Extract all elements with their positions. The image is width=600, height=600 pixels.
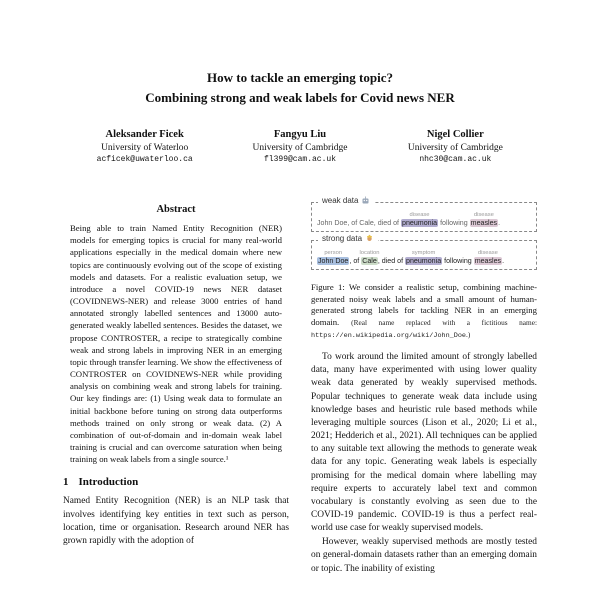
strong-sentence: person John Doe, of location Cale, died of symptom pneumonia following disease measles.: [318, 249, 505, 265]
paper-title: [63, 68, 537, 107]
strong-data-box: [311, 234, 537, 270]
entity-measles-weak: disease measles: [470, 211, 498, 227]
caption-url: https://en.wikipedia.org/wiki/John_Doe: [311, 331, 466, 340]
right-column: [311, 194, 537, 576]
worker-icon: [365, 234, 374, 243]
entity-pneumonia-strong: symptom pneumonia: [406, 249, 442, 265]
section-number: 1: [63, 476, 69, 489]
strong-data-label: strong data: [318, 234, 378, 243]
figure-caption-text: Figure 1: We consider a realistic setup, combining machine-generated noisy weak labels and a small amount of human-generated strong labels for tackling NER in an emerging domain.: [311, 282, 537, 328]
entity-tag: disease: [409, 211, 430, 218]
author-block: [63, 129, 537, 164]
weak-sentence: John Doe, of Cale, died of disease pneumonia following disease measles.: [317, 211, 501, 227]
abstract-heading: Abstract: [156, 204, 196, 215]
entity-cale: location Cale: [359, 249, 380, 265]
entity-tag: disease: [477, 249, 498, 256]
author-email: acficek@uwaterloo.ca: [96, 155, 193, 164]
section-heading-introduction: [63, 476, 289, 488]
robot-icon: [361, 196, 370, 205]
author-name: Aleksander Ficek: [105, 129, 184, 140]
author-3: [378, 129, 533, 164]
author-affiliation: University of Cambridge: [252, 143, 348, 153]
author-name: Nigel Collier: [426, 129, 484, 140]
entity-tag: disease: [473, 211, 494, 218]
entity-tag: symptom: [411, 249, 436, 256]
entity-john-doe: person John Doe: [318, 249, 349, 265]
author-2: [222, 129, 377, 164]
author-name: Fangyu Liu: [273, 129, 327, 140]
two-column-layout: [63, 194, 537, 576]
section-title: Introduction: [78, 476, 139, 489]
figure-1: [311, 196, 537, 341]
entity-pneumonia-weak: disease pneumonia: [402, 211, 438, 227]
left-column: [63, 194, 289, 576]
figure-caption: [311, 282, 537, 341]
body-paragraph-2: However, weakly supervised methods are mostly tested on general-domain datasets rather than an emerging domain or topic. The inability of existing: [311, 537, 537, 574]
title-line-2: Combining strong and weak labels for Covid news NER: [145, 89, 455, 105]
author-affiliation: University of Cambridge: [407, 143, 503, 153]
title-line-1: How to tackle an emerging topic?: [207, 70, 393, 85]
weak-data-label: weak data: [318, 196, 374, 205]
body-paragraph-1: To work around the limited amount of strongly labelled data, many have experimented with using lower quality weak data generated by weakly supervised methods. Popular techniques to generate weak data include using knowledge bases and heuristic rule based methods while leveraging multiple sources (Lison et al., 2020; Li et al., 2021; Hedderich et al., 2021). All techniques can be applied to any suitable text allowing the methods to generate weak data for any topic. Generating weak labels is especially promising for the medical domain where labelling may require experts to accurately label text and common vocabulary is constantly evolving as seen due to the COVID-19 pandemic. COVID-19 is thus a perfect real-world use case for weakly supervised models.: [311, 352, 537, 534]
entity-tag: location: [359, 249, 380, 256]
introduction-paragraph: Named Entity Recognition (NER) is an NLP task that involves identifying key entities in text such as person, location, time or organisation. Research around NER has grown rapidly with the adoption of: [63, 496, 289, 546]
author-1: [67, 129, 222, 164]
entity-tag: person: [324, 249, 343, 256]
figure-caption-note: (Real name replaced with a fictitious name: https://en.wikipedia.org/wiki/John_Doe.): [311, 318, 537, 340]
weak-data-box: [311, 196, 537, 232]
abstract-text: Being able to train Named Entity Recognition (NER) models for emerging topics is crucial for many real-world applications especially in the medical domain where new topics are continuously evolving out of the scope of existing models and datasets. For a realistic evaluation setup, we introduce a novel COVID-19 news NER dataset (COVIDNEWS-NER) and release 3000 entries of hand annotated strongly labelled sentences and 13000 auto-generated weakly labelled sentences. Besides the dataset, we propose CONTROSTER, a recipe to strategically combine weak and strong labels in improving NER in an emerging topic through transfer learning. We show the effectiveness of CONTROSTER on COVIDNEWS-NER while providing analysis on combining weak and strong labels for training. Our key findings are: (1) Using weak data to formulate an initial backbone before tuning on strong data outperforms methods trained on only strong or weak data. (2) A combination of out-of-domain and in-domain weak label training is crucial and can overcome saturation when being training on weak labels from a single source.¹: [70, 223, 282, 465]
author-affiliation: University of Waterloo: [101, 143, 189, 153]
entity-measles-strong: disease measles: [474, 249, 502, 265]
author-email: fl399@cam.ac.uk: [263, 155, 336, 164]
author-email: nhc30@cam.ac.uk: [419, 155, 492, 164]
